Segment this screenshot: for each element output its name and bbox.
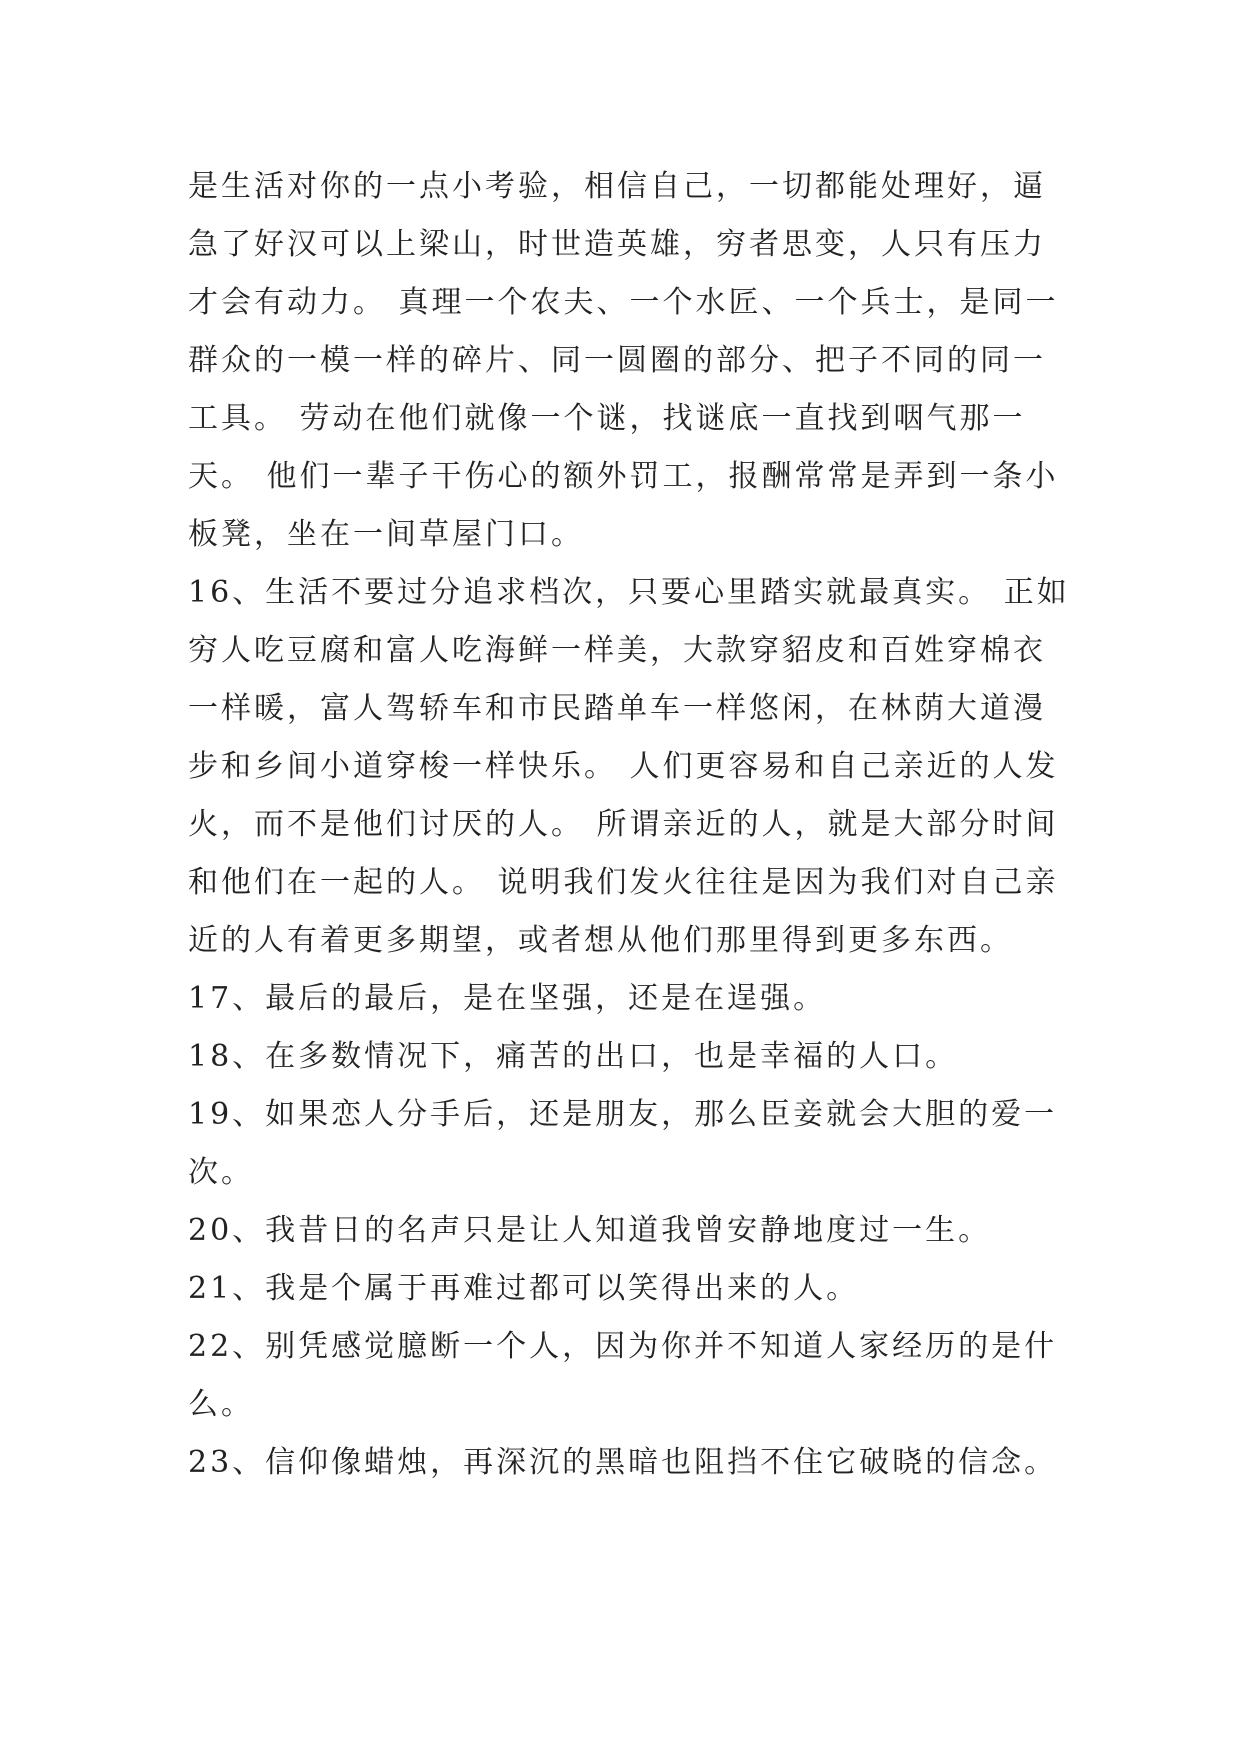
paragraph-17: 17、最后的最后，是在坚强，还是在逞强。 [188, 981, 827, 1016]
paragraph-19: 19、如果恋人分手后，还是朋友，那么臣妾就会大胆的爱一次。 [188, 1097, 1058, 1190]
paragraph-21: 21、我是个属于再难过都可以笑得出来的人。 [188, 1271, 860, 1306]
paragraph-23: 23、信仰像蜡烛，再深沉的黑暗也阻挡不住它破晓的信念。 [188, 1445, 1058, 1480]
paragraph-20: 20、我昔日的名声只是让人知道我曾安静地度过一生。 [188, 1213, 992, 1248]
document-body [188, 158, 1078, 1492]
paragraph-22: 22、别凭感觉臆断一个人，因为你并不知道人家经历的是什么。 [188, 1329, 1058, 1422]
paragraph-16: 16、生活不要过分追求档次，只要心里踏实就最真实。 正如穷人吃豆腐和富人吃海鲜一样美，大款穿貂皮和百姓穿棉衣一样暖，富人驾轿车和市民踏单车一样悠闲，在林荫大道漫步和乡间小道穿梭一样快乐。 人们更容易和自己亲近的人发火，而不是他们讨厌的人。 所谓亲近的人，就是大部分时间和他们在一起的人。 说明我们发火往往是因为我们对自己亲近的人有着更多期望，或者想从他们那里得到更多东西。 [188, 575, 1070, 958]
paragraph-continuation: 是生活对你的一点小考验，相信自己，一切都能处理好，逼急了好汉可以上梁山，时世造英雄，穷者思变，人只有压力才会有动力。 真理一个农夫、一个水匠、一个兵士，是同一群众的一模一样的碎片、同一圆圈的部分、把子不同的同一工具。 劳动在他们就像一个谜，找谜底一直找到咽气那一天。 他们一辈子干伤心的额外罚工，报酬常常是弄到一条小板凳，坐在一间草屋门口。 [188, 169, 1059, 552]
paragraph-18: 18、在多数情况下，痛苦的出口，也是幸福的人口。 [188, 1039, 959, 1074]
